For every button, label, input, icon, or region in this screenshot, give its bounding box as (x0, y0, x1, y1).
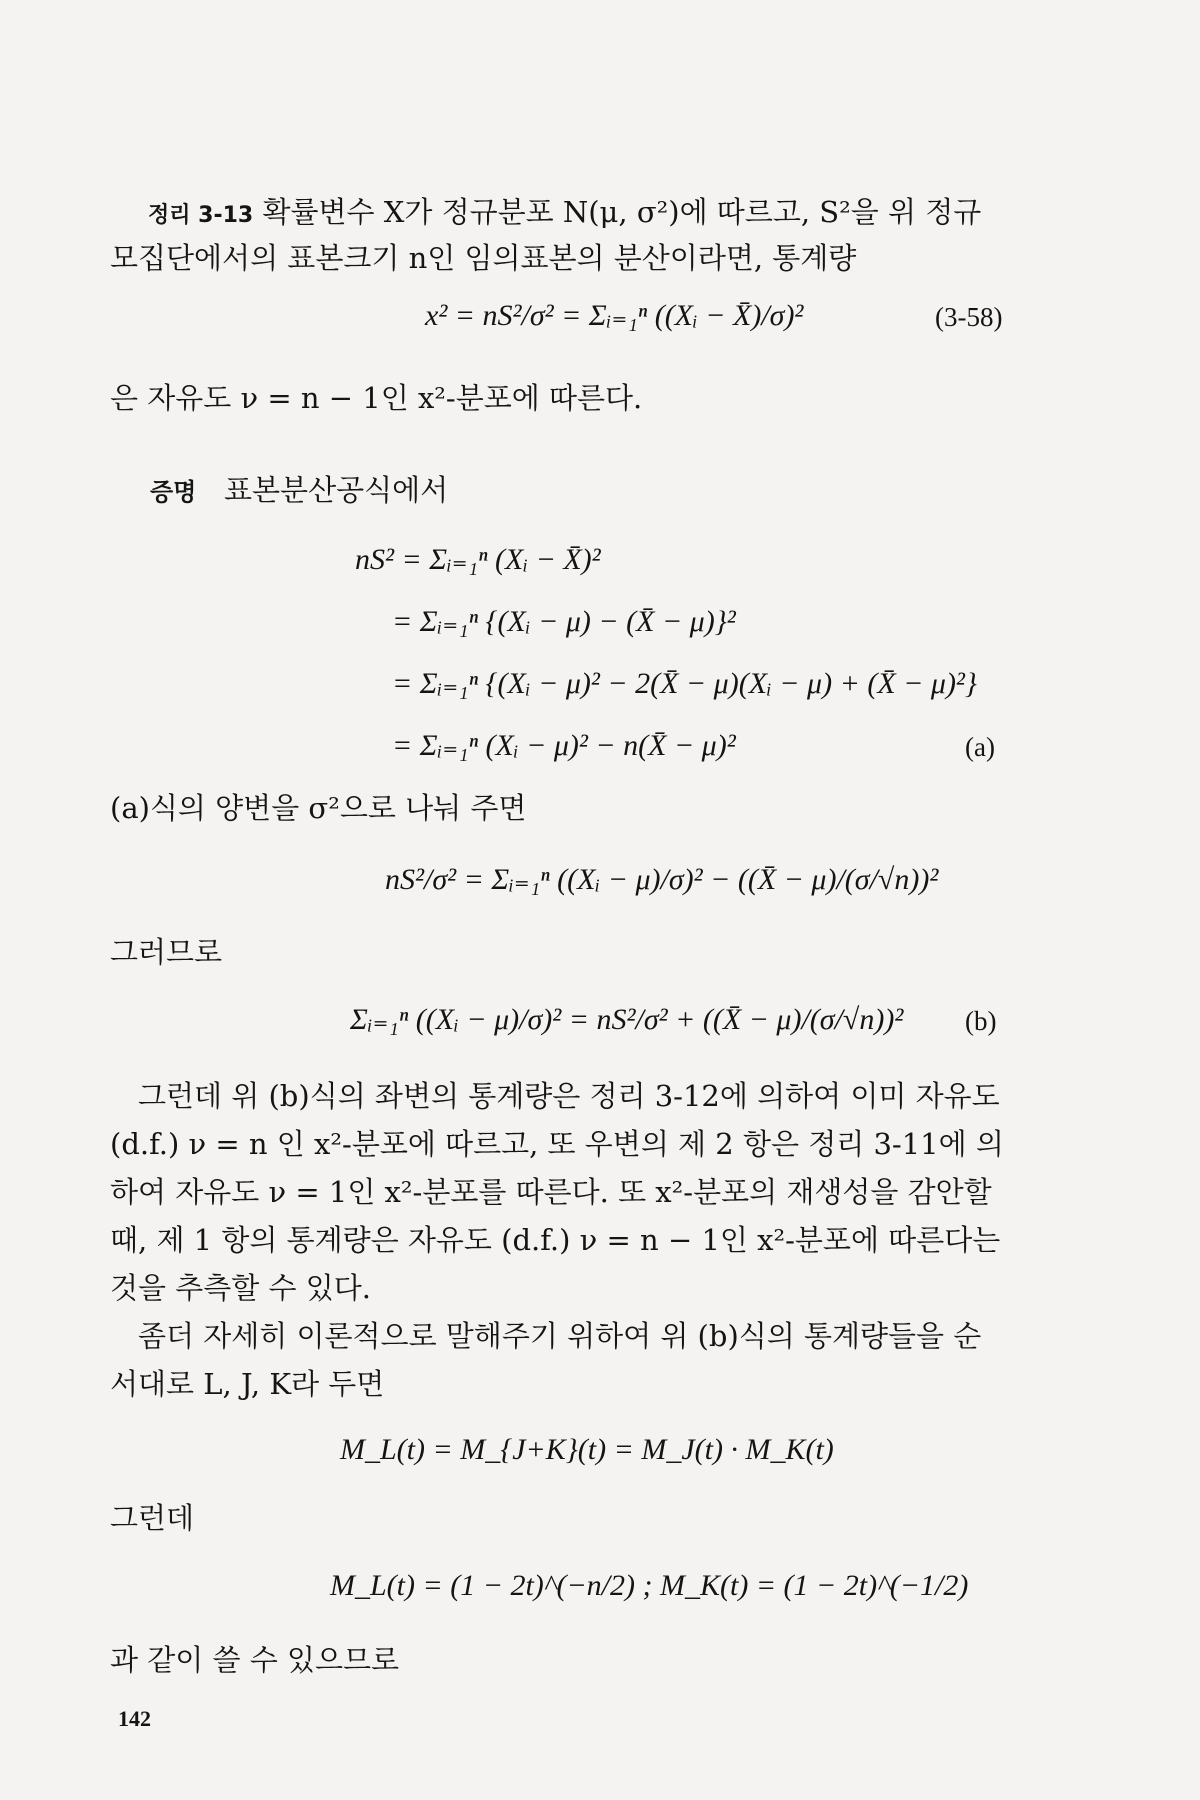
paragraph2-line-1: 좀더 자세히 이론적으로 말해주기 위하여 위 (b)식의 통계량들을 순 (138, 1319, 982, 1353)
theorem-text-1: 확률변수 X가 정규분포 N(μ, σ²)에 따르고, S²을 위 정규 (262, 195, 982, 229)
theorem-label: 정리 3-13 (148, 203, 254, 228)
theorem-formula: x² = nS²/σ² = Σᵢ₌₁ⁿ ((Xᵢ − X̄)/σ)² (425, 299, 804, 332)
derivation-line-3: = Σᵢ₌₁ⁿ {(Xᵢ − μ)² − 2(X̄ − μ)(Xᵢ − μ) + (X̄ − μ)²} (392, 667, 977, 700)
divide-text: (a)식의 양변을 σ²으로 나눠 주면 (110, 791, 527, 825)
derivation-line-2: = Σᵢ₌₁ⁿ {(Xᵢ − μ) − (X̄ − μ)}² (392, 605, 736, 638)
formula-number-3-58: (3-58) (935, 302, 1003, 332)
therefore-text: 그러므로 (110, 935, 223, 969)
page-number: 142 (118, 1706, 151, 1731)
label-a: (a) (965, 732, 995, 762)
proof-label: 증명 (150, 478, 197, 506)
paragraph1-line-5: 것을 추측할 수 있다. (110, 1271, 371, 1305)
proof-heading (150, 470, 448, 512)
formula-divided: nS²/σ² = Σᵢ₌₁ⁿ ((Xᵢ − μ)/σ)² − ((X̄ − μ)/(σ/√n))² (385, 863, 939, 896)
label-b: (b) (965, 1006, 997, 1036)
theorem-line-1 (148, 192, 981, 236)
proof-intro: 표본분산공식에서 (224, 473, 449, 507)
formula-b: Σᵢ₌₁ⁿ ((Xᵢ − μ)/σ)² = nS²/σ² + ((X̄ − μ)/(σ/√n))² (350, 1003, 904, 1036)
then-text: 그런데 (110, 1501, 195, 1535)
closing-text: 과 같이 쓸 수 있으므로 (110, 1643, 399, 1677)
paragraph2-line-2: 서대로 L, J, K라 두면 (110, 1367, 385, 1401)
paragraph1-line-1: 그런데 위 (b)식의 좌변의 통계량은 정리 3-12에 의하여 이미 자유도 (138, 1079, 1000, 1113)
mgf-values: M_L(t) = (1 − 2t)^(−n/2) ; M_K(t) = (1 − 2t)^(−1/2) (330, 1569, 969, 1602)
derivation-line-1: nS² = Σᵢ₌₁ⁿ (Xᵢ − X̄)² (355, 543, 601, 576)
theorem-text-2: 모집단에서의 표본크기 n인 임의표본의 분산이라면, 통계량 (110, 241, 857, 275)
paragraph1-line-3: 하여 자유도 ν = 1인 x²-분포를 따른다. 또 x²-분포의 재생성을 감안할 (110, 1175, 992, 1209)
paragraph1-line-4: 때, 제 1 항의 통계량은 자유도 (d.f.) ν = n − 1인 x²-분포에 따른다는 (110, 1223, 1001, 1257)
derivation-line-4: = Σᵢ₌₁ⁿ (Xᵢ − μ)² − n(X̄ − μ)² (392, 729, 736, 762)
theorem-conclusion: 은 자유도 ν = n − 1인 x²-분포에 따른다. (110, 381, 643, 415)
mgf-formula: M_L(t) = M_{J+K}(t) = M_J(t) · M_K(t) (340, 1433, 834, 1466)
paragraph1-line-2: (d.f.) ν = n 인 x²-분포에 따르고, 또 우변의 제 2 항은 정리 3-11에 의 (110, 1127, 1004, 1161)
